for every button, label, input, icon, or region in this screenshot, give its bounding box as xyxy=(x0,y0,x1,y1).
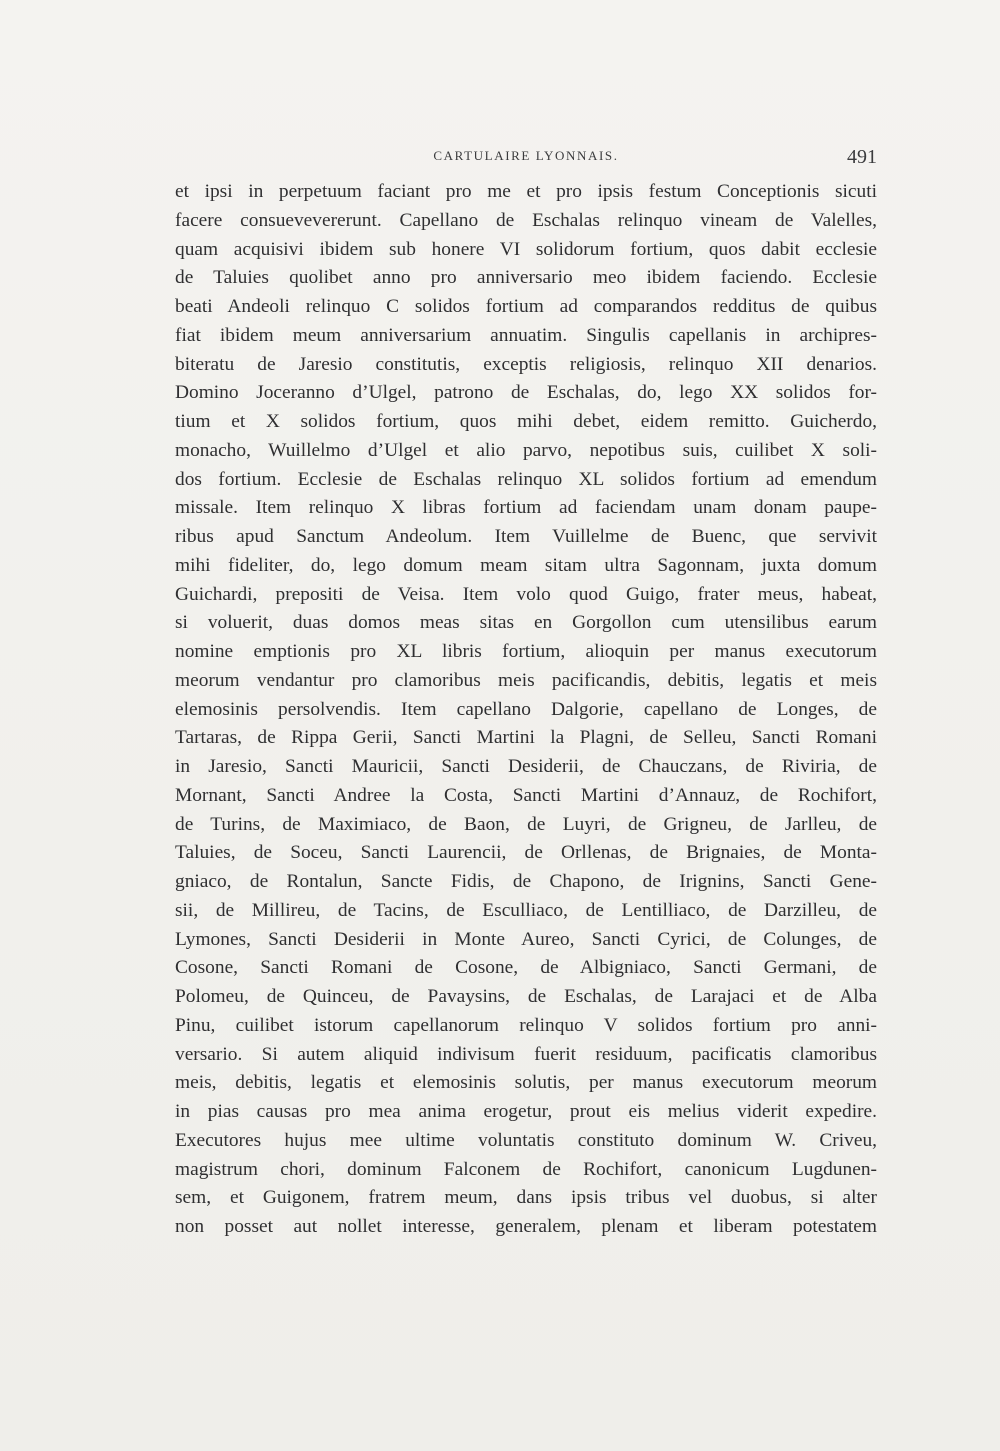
text-line: Executores hujus mee ultime voluntatis constituto dominum W. Criveu, xyxy=(175,1129,877,1151)
text-line: elemosinis persolvendis. Item capellano Dalgorie, capellano de Longes, de xyxy=(175,698,877,720)
text-line: facere consuevevererunt. Capellano de Eschalas relinquo vineam de Valelles, xyxy=(175,209,877,231)
text-line: quam acquisivi ibidem sub honere VI solidorum fortium, quos dabit ecclesie xyxy=(175,238,877,260)
text-line: si voluerit, duas domos meas sitas en Gorgollon cum utensilibus earum xyxy=(175,612,877,634)
text-line: Pinu, cuilibet istorum capellanorum relinquo V solidos fortium pro anni- xyxy=(175,1014,877,1036)
text-line: meorum vendantur pro clamoribus meis pacificandis, debitis, legatis et meis xyxy=(175,669,877,691)
text-line: Lymones, Sancti Desiderii in Monte Aureo, Sancti Cyrici, de Colunges, de xyxy=(175,928,877,950)
text-line: mihi fideliter, do, lego domum meam sitam ultra Sagonnam, juxta domum xyxy=(175,554,877,576)
running-head xyxy=(175,146,877,176)
text-line: Guichardi, prepositi de Veisa. Item volo quod Guigo, frater meus, habeat, xyxy=(175,583,877,605)
text-line: non posset aut nollet interesse, generalem, plenam et liberam potestatem xyxy=(175,1216,877,1237)
text-line: ribus apud Sanctum Andeolum. Item Vuillelme de Buenc, que servivit xyxy=(175,526,877,547)
text-line: sii, de Millireu, de Tacins, de Esculliaco, de Lentilliaco, de Darzilleu, de xyxy=(175,899,877,921)
text-line: monacho, Wuillelmo d’Ulgel et alio parvo, nepotibus suis, cuilibet X soli- xyxy=(175,439,877,461)
text-line: Cosone, Sancti Romani de Cosone, de Albigniaco, Sancti Germani, de xyxy=(175,957,877,979)
text-line: et ipsi in perpetuum faciant pro me et pro ipsis festum Conceptionis sicuti xyxy=(175,181,877,202)
text-line: versario. Si autem aliquid indivisum fuerit residuum, pacificatis clamoribus xyxy=(175,1043,877,1065)
page-number: 491 xyxy=(847,146,877,168)
text-line: biteratu de Jaresio constitutis, exceptis religiosis, relinquo XII denarios. xyxy=(175,353,877,375)
text-line: nomine emptionis pro XL libris fortium, alioquin per manus executorum xyxy=(175,641,877,662)
text-line: Domino Joceranno d’Ulgel, patrono de Eschalas, do, lego XX solidos for- xyxy=(175,382,877,404)
text-line: gniaco, de Rontalun, Sancte Fidis, de Chapono, de Irignins, Sancti Gene- xyxy=(175,871,877,892)
text-line: beati Andeoli relinquo C solidos fortium ad comparandos redditus de quibus xyxy=(175,296,877,317)
text-line: sem, et Guigonem, fratrem meum, dans ipsis tribus vel duobus, si alter xyxy=(175,1187,877,1209)
text-line: Tartaras, de Rippa Gerii, Sancti Martini la Plagni, de Selleu, Sancti Romani xyxy=(175,727,877,749)
running-title: CARTULAIRE LYONNAIS. xyxy=(433,148,619,163)
text-line: missale. Item relinquo X libras fortium ad faciendam unam donam paupe- xyxy=(175,497,877,519)
body-text xyxy=(175,178,877,1242)
text-line: magistrum chori, dominum Falconem de Rochifort, canonicum Lugdunen- xyxy=(175,1158,877,1180)
text-line: tium et X solidos fortium, quos mihi debet, eidem remitto. Guicherdo, xyxy=(175,411,877,432)
text-line: fiat ibidem meum anniversarium annuatim. Singulis capellanis in archipres- xyxy=(175,324,877,346)
text-line: dos fortium. Ecclesie de Eschalas relinquo XL solidos fortium ad emendum xyxy=(175,468,877,490)
text-line: Taluies, de Soceu, Sancti Laurencii, de Orllenas, de Brignaies, de Monta- xyxy=(175,842,877,864)
text-line: de Taluies quolibet anno pro anniversario meo ibidem faciendo. Ecclesie xyxy=(175,267,877,289)
text-line: in Jaresio, Sancti Mauricii, Sancti Desiderii, de Chauczans, de Riviria, de xyxy=(175,756,877,777)
text-line: meis, debitis, legatis et elemosinis solutis, per manus executorum meorum xyxy=(175,1072,877,1094)
text-line: in pias causas pro mea anima erogetur, prout eis melius viderit expedire. xyxy=(175,1101,877,1122)
text-line: de Turins, de Maximiaco, de Baon, de Luyri, de Grigneu, de Jarlleu, de xyxy=(175,813,877,835)
text-line: Polomeu, de Quinceu, de Pavaysins, de Eschalas, de Larajaci et de Alba xyxy=(175,986,877,1007)
text-line: Mornant, Sancti Andree la Costa, Sancti Martini d’Annauz, de Rochifort, xyxy=(175,784,877,806)
